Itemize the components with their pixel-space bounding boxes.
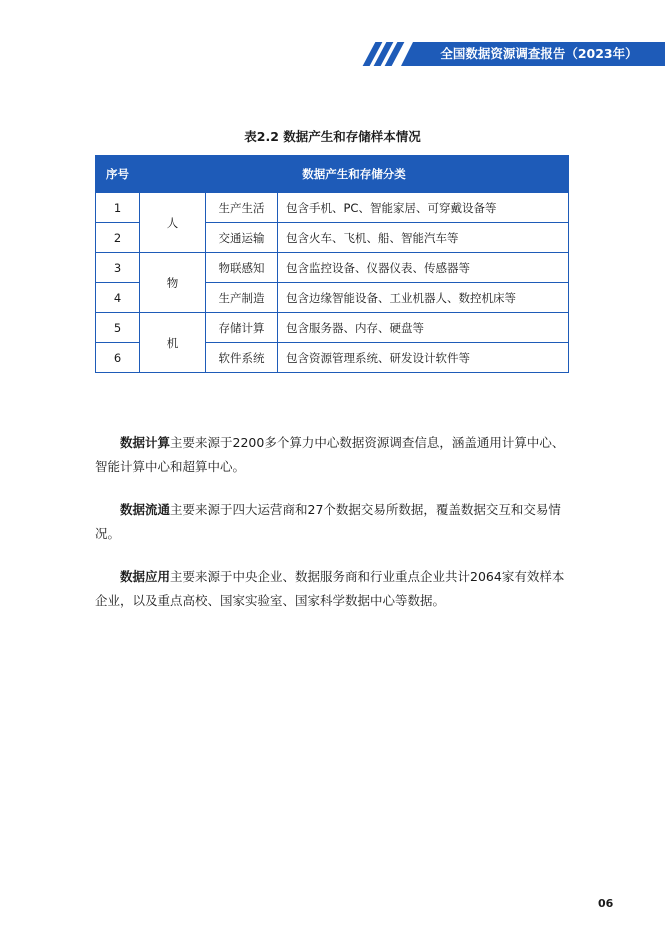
paragraph-lead: 数据应用 (120, 569, 171, 584)
paragraph-text: 主要来源于中央企业、数据服务商和行业重点企业共计2064家有效样本企业，以及重点高校、国家实验室、国家科学数据中心等数据。 (95, 569, 565, 608)
table-header-row (96, 156, 569, 193)
subcategory: 交通运输 (206, 223, 278, 253)
description: 包含边缘智能设备、工业机器人、数控机床等 (278, 283, 569, 313)
report-title: 全国数据资源调查报告（2023年） (440, 46, 638, 61)
paragraph-compute (95, 431, 570, 479)
page-number: 06 (598, 897, 614, 910)
paragraph-lead: 数据计算 (120, 435, 171, 450)
table-row (96, 313, 569, 343)
header-category: 数据产生和存储分类 (140, 156, 569, 193)
paragraph-application (95, 565, 570, 613)
subcategory: 存储计算 (206, 313, 278, 343)
row-number: 2 (96, 223, 140, 253)
report-header-banner (363, 42, 665, 66)
subcategory: 生产制造 (206, 283, 278, 313)
description: 包含手机、PC、智能家居、可穿戴设备等 (278, 193, 569, 223)
description: 包含监控设备、仪器仪表、传感器等 (278, 253, 569, 283)
sample-table (95, 155, 569, 373)
paragraph-lead: 数据流通 (120, 502, 171, 517)
row-number: 4 (96, 283, 140, 313)
group-label: 人 (140, 193, 206, 253)
table-row (96, 193, 569, 223)
subcategory: 生产生活 (206, 193, 278, 223)
description: 包含服务器、内存、硬盘等 (278, 313, 569, 343)
subcategory: 软件系统 (206, 343, 278, 373)
group-label: 机 (140, 313, 206, 373)
table-caption: 表2.2 数据产生和存储样本情况 (244, 129, 421, 144)
paragraph-circulation (95, 498, 570, 546)
paragraph-text: 主要来源于2200多个算力中心数据资源调查信息，涵盖通用计算中心、智能计算中心和超算中心。 (95, 435, 565, 474)
row-number: 1 (96, 193, 140, 223)
row-number: 3 (96, 253, 140, 283)
description: 包含资源管理系统、研发设计软件等 (278, 343, 569, 373)
subcategory: 物联感知 (206, 253, 278, 283)
table-row (96, 253, 569, 283)
header-seq: 序号 (96, 156, 140, 193)
group-label: 物 (140, 253, 206, 313)
paragraph-text: 主要来源于四大运营商和27个数据交易所数据，覆盖数据交互和交易情况。 (95, 502, 561, 541)
row-number: 5 (96, 313, 140, 343)
row-number: 6 (96, 343, 140, 373)
description: 包含火车、飞机、船、智能汽车等 (278, 223, 569, 253)
